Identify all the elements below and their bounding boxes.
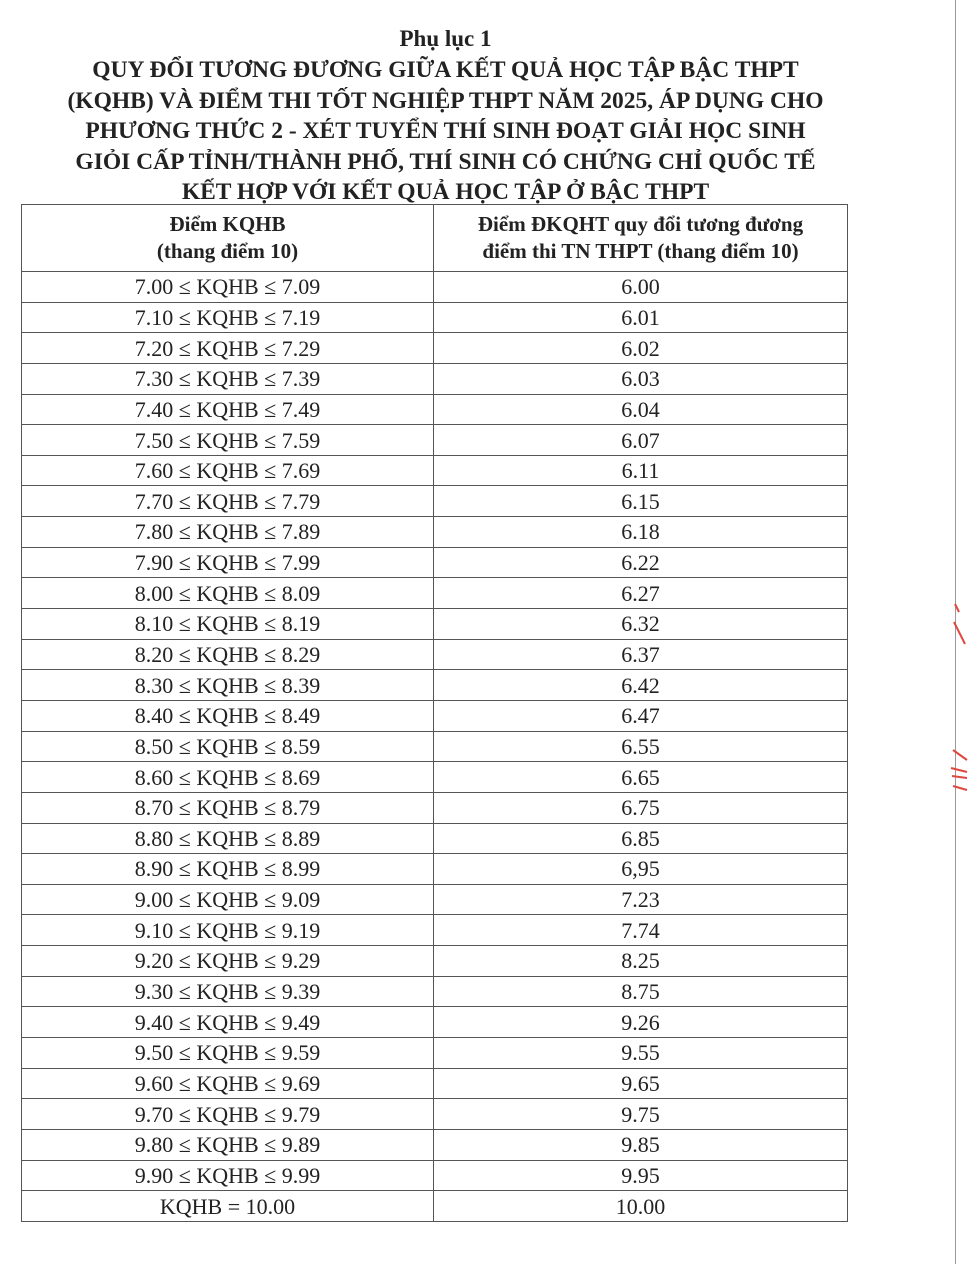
converted-score-cell: 6.01	[434, 302, 848, 333]
header-converted-title: Điểm ĐKQHT quy đổi tương đương	[477, 212, 804, 236]
kqhb-range-cell: 8.70 ≤ KQHB ≤ 8.79	[22, 792, 434, 823]
title-line: PHƯƠNG THỨC 2 - XÉT TUYỂN THÍ SINH ĐOẠT GIẢI HỌC SINH	[85, 118, 806, 144]
converted-score-cell: 6.03	[434, 363, 848, 394]
converted-score-cell: 10.00	[434, 1191, 848, 1222]
title-line: GIỎI CẤP TỈNH/THÀNH PHỐ, THÍ SINH CÓ CHỨNG CHỈ QUỐC TẾ	[75, 148, 816, 175]
appendix-label: Phụ lục 1	[399, 26, 492, 51]
table-row	[22, 731, 848, 762]
table-row	[22, 915, 848, 946]
converted-score-cell: 7.23	[434, 884, 848, 915]
converted-score-cell: 6.42	[434, 670, 848, 701]
table-row	[22, 976, 848, 1007]
converted-score-cell: 6.15	[434, 486, 848, 517]
converted-score-cell: 6.37	[434, 639, 848, 670]
table-row	[22, 333, 848, 364]
table-header-row	[22, 205, 848, 272]
kqhb-range-cell: KQHB = 10.00	[22, 1191, 434, 1222]
converted-score-cell: 9.85	[434, 1129, 848, 1160]
converted-score-cell: 8.75	[434, 976, 848, 1007]
table-row	[22, 455, 848, 486]
table-row	[22, 946, 848, 977]
table-row	[22, 1160, 848, 1191]
converted-score-cell: 6,95	[434, 854, 848, 885]
converted-score-cell: 6.32	[434, 609, 848, 640]
table-row	[22, 670, 848, 701]
converted-score-cell: 9.75	[434, 1099, 848, 1130]
converted-score-cell: 6.11	[434, 455, 848, 486]
kqhb-range-cell: 8.50 ≤ KQHB ≤ 8.59	[22, 731, 434, 762]
kqhb-range-cell: 9.50 ≤ KQHB ≤ 9.59	[22, 1038, 434, 1069]
converted-score-cell: 6.04	[434, 394, 848, 425]
table-row	[22, 639, 848, 670]
converted-score-cell: 8.25	[434, 946, 848, 977]
conversion-table	[21, 204, 848, 1222]
converted-score-cell: 9.65	[434, 1068, 848, 1099]
red-stamp-marks	[925, 600, 969, 800]
table-row	[22, 823, 848, 854]
kqhb-range-cell: 9.80 ≤ KQHB ≤ 9.89	[22, 1129, 434, 1160]
table-row	[22, 700, 848, 731]
title-line: KẾT HỢP VỚI KẾT QUẢ HỌC TẬP Ở BẬC THPT	[181, 179, 710, 205]
table-row	[22, 394, 848, 425]
kqhb-range-cell: 9.00 ≤ KQHB ≤ 9.09	[22, 884, 434, 915]
converted-score-cell: 6.18	[434, 517, 848, 548]
kqhb-range-cell: 9.90 ≤ KQHB ≤ 9.99	[22, 1160, 434, 1191]
kqhb-range-cell: 8.80 ≤ KQHB ≤ 8.89	[22, 823, 434, 854]
kqhb-range-cell: 7.00 ≤ KQHB ≤ 7.09	[22, 272, 434, 303]
table-row	[22, 609, 848, 640]
table-row	[22, 517, 848, 548]
converted-score-cell: 6.02	[434, 333, 848, 364]
kqhb-range-cell: 7.60 ≤ KQHB ≤ 7.69	[22, 455, 434, 486]
kqhb-range-cell: 7.50 ≤ KQHB ≤ 7.59	[22, 425, 434, 456]
converted-score-cell: 6.27	[434, 578, 848, 609]
converted-score-cell: 9.26	[434, 1007, 848, 1038]
document-title	[20, 55, 871, 208]
kqhb-range-cell: 8.10 ≤ KQHB ≤ 8.19	[22, 609, 434, 640]
kqhb-range-cell: 7.40 ≤ KQHB ≤ 7.49	[22, 394, 434, 425]
kqhb-range-cell: 7.10 ≤ KQHB ≤ 7.19	[22, 302, 434, 333]
table-row	[22, 884, 848, 915]
kqhb-range-cell: 8.90 ≤ KQHB ≤ 8.99	[22, 854, 434, 885]
table-row	[22, 762, 848, 793]
kqhb-range-cell: 9.40 ≤ KQHB ≤ 9.49	[22, 1007, 434, 1038]
table-row	[22, 1099, 848, 1130]
header-kqhb-scale: (thang điểm 10)	[156, 239, 299, 263]
header-converted-scale: điểm thi TN THPT (thang điểm 10)	[482, 239, 799, 263]
kqhb-range-cell: 9.60 ≤ KQHB ≤ 9.69	[22, 1068, 434, 1099]
kqhb-range-cell: 7.90 ≤ KQHB ≤ 7.99	[22, 547, 434, 578]
converted-score-cell: 6.00	[434, 272, 848, 303]
kqhb-range-cell: 8.60 ≤ KQHB ≤ 8.69	[22, 762, 434, 793]
table-row	[22, 1068, 848, 1099]
table-row	[22, 302, 848, 333]
kqhb-range-cell: 8.00 ≤ KQHB ≤ 8.09	[22, 578, 434, 609]
kqhb-range-cell: 8.40 ≤ KQHB ≤ 8.49	[22, 700, 434, 731]
table-row	[22, 1129, 848, 1160]
header-kqhb-title: Điểm KQHB	[169, 212, 286, 236]
converted-score-cell: 6.75	[434, 792, 848, 823]
kqhb-range-cell: 8.20 ≤ KQHB ≤ 8.29	[22, 639, 434, 670]
table-row	[22, 425, 848, 456]
kqhb-range-cell: 9.70 ≤ KQHB ≤ 9.79	[22, 1099, 434, 1130]
table-row	[22, 792, 848, 823]
kqhb-range-cell: 7.70 ≤ KQHB ≤ 7.79	[22, 486, 434, 517]
kqhb-range-cell: 7.20 ≤ KQHB ≤ 7.29	[22, 333, 434, 364]
converted-score-cell: 6.65	[434, 762, 848, 793]
kqhb-range-cell: 9.20 ≤ KQHB ≤ 9.29	[22, 946, 434, 977]
converted-score-cell: 9.95	[434, 1160, 848, 1191]
kqhb-range-cell: 8.30 ≤ KQHB ≤ 8.39	[22, 670, 434, 701]
table-row	[22, 547, 848, 578]
table-body	[22, 272, 848, 1222]
table-row	[22, 1038, 848, 1069]
kqhb-range-cell: 7.80 ≤ KQHB ≤ 7.89	[22, 517, 434, 548]
converted-score-cell: 9.55	[434, 1038, 848, 1069]
kqhb-range-cell: 9.10 ≤ KQHB ≤ 9.19	[22, 915, 434, 946]
header-kqhb	[22, 205, 434, 272]
table-row	[22, 578, 848, 609]
table-row	[22, 1191, 848, 1222]
table-row	[22, 272, 848, 303]
kqhb-range-cell: 7.30 ≤ KQHB ≤ 7.39	[22, 363, 434, 394]
converted-score-cell: 7.74	[434, 915, 848, 946]
converted-score-cell: 6.55	[434, 731, 848, 762]
converted-score-cell: 6.85	[434, 823, 848, 854]
table-row	[22, 486, 848, 517]
table-row	[22, 854, 848, 885]
header-converted-score	[434, 205, 848, 272]
title-line: QUY ĐỔI TƯƠNG ĐƯƠNG GIỮA KẾT QUẢ HỌC TẬP BẬC THPT	[92, 57, 799, 83]
converted-score-cell: 6.07	[434, 425, 848, 456]
kqhb-range-cell: 9.30 ≤ KQHB ≤ 9.39	[22, 976, 434, 1007]
table-row	[22, 363, 848, 394]
converted-score-cell: 6.22	[434, 547, 848, 578]
converted-score-cell: 6.47	[434, 700, 848, 731]
table-row	[22, 1007, 848, 1038]
title-line: (KQHB) VÀ ĐIỂM THI TỐT NGHIỆP THPT NĂM 2025, ÁP DỤNG CHO	[67, 87, 824, 114]
